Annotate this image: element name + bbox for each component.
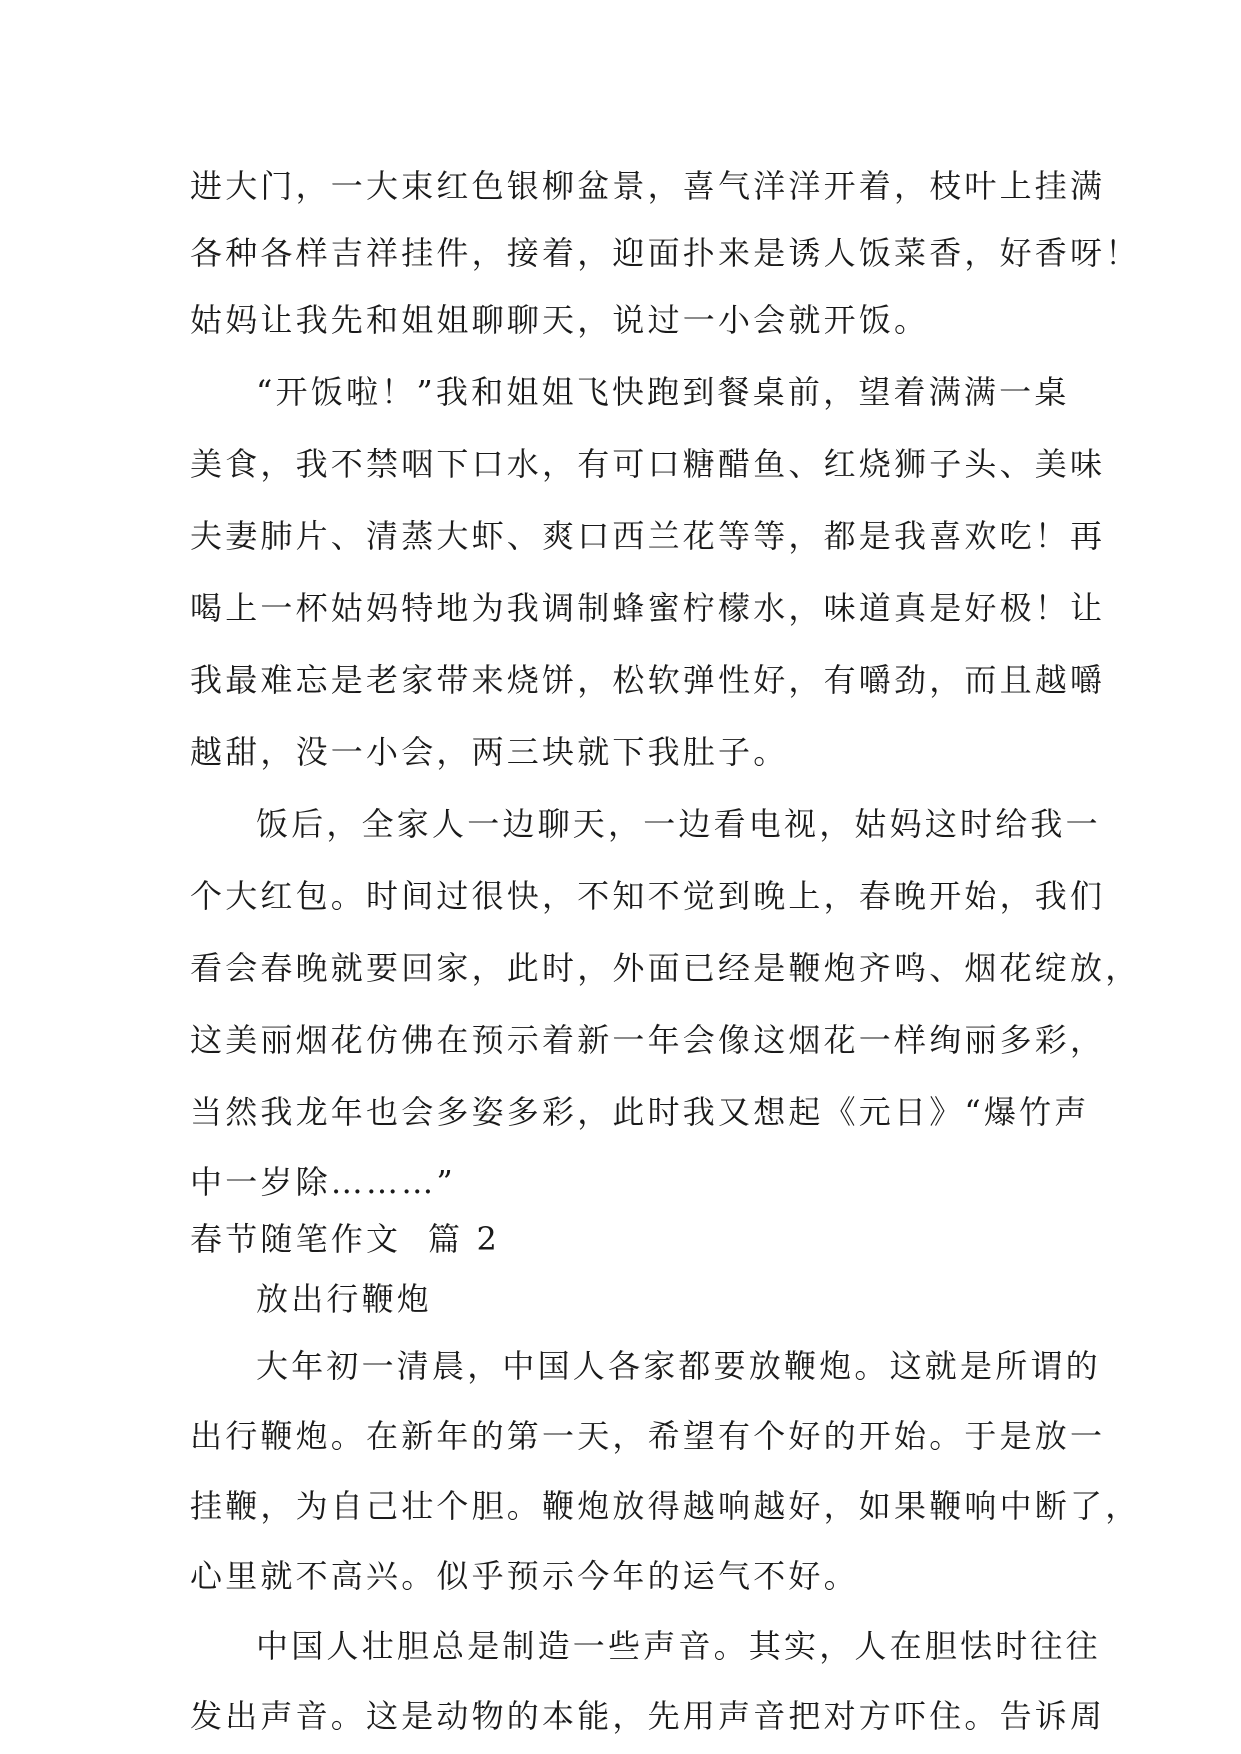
- paragraph-line: 大年初一清晨，中国人各家都要放鞭炮。这就是所谓的: [256, 1347, 1101, 1385]
- paragraph-line: “开饭啦！”我和姐姐飞快跑到餐桌前，望着满满一桌: [256, 373, 1070, 411]
- paragraph-line: 姑妈让我先和姐姐聊聊天，说过一小会就开饭。: [190, 301, 930, 339]
- paragraph-line: 当然我龙年也会多姿多彩，此时我又想起《元日》“爆竹声: [190, 1093, 1090, 1131]
- paragraph-line: 中一岁除………”: [190, 1163, 456, 1201]
- paragraph-line: 我最难忘是老家带来烧饼，松软弹性好，有嚼劲，而且越嚼: [190, 661, 1106, 699]
- paragraph-line: 看会春晚就要回家，此时，外面已经是鞭炮齐鸣、烟花绽放，: [190, 949, 1141, 987]
- paragraph-line: 越甜，没一小会，两三块就下我肚子。: [190, 733, 789, 771]
- paragraph-line: 这美丽烟花仿佛在预示着新一年会像这烟花一样绚丽多彩，: [190, 1021, 1106, 1059]
- paragraph-line: 挂鞭，为自己壮个胆。鞭炮放得越响越好，如果鞭响中断了，: [190, 1487, 1141, 1525]
- paragraph-line: 中国人壮胆总是制造一些声音。其实，人在胆怯时往往: [256, 1627, 1101, 1665]
- paragraph-line: 饭后，全家人一边聊天，一边看电视，姑妈这时给我一: [256, 805, 1101, 843]
- paragraph-line: 发出声音。这是动物的本能，先用声音把对方吓住。告诉周: [190, 1697, 1106, 1735]
- paragraph-line: 夫妻肺片、清蒸大虾、爽口西兰花等等，都是我喜欢吃！再: [190, 517, 1106, 555]
- paragraph-line: 出行鞭炮。在新年的第一天，希望有个好的开始。于是放一: [190, 1417, 1106, 1455]
- paragraph-line: 各种各样吉祥挂件，接着，迎面扑来是诱人饭菜香，好香呀！: [190, 234, 1141, 272]
- section-heading: 春节随笔作文 篇 2: [190, 1220, 501, 1258]
- section-subtitle: 放出行鞭炮: [256, 1280, 433, 1318]
- paragraph-line: 个大红包。时间过很快，不知不觉到晚上，春晚开始，我们: [190, 877, 1106, 915]
- paragraph-line: 心里就不高兴。似乎预示今年的运气不好。: [190, 1557, 859, 1595]
- paragraph-line: 进大门，一大束红色银柳盆景，喜气洋洋开着，枝叶上挂满: [190, 167, 1106, 205]
- paragraph-line: 美食，我不禁咽下口水，有可口糖醋鱼、红烧狮子头、美味: [190, 445, 1106, 483]
- paragraph-line: 喝上一杯姑妈特地为我调制蜂蜜柠檬水，味道真是好极！让: [190, 589, 1106, 627]
